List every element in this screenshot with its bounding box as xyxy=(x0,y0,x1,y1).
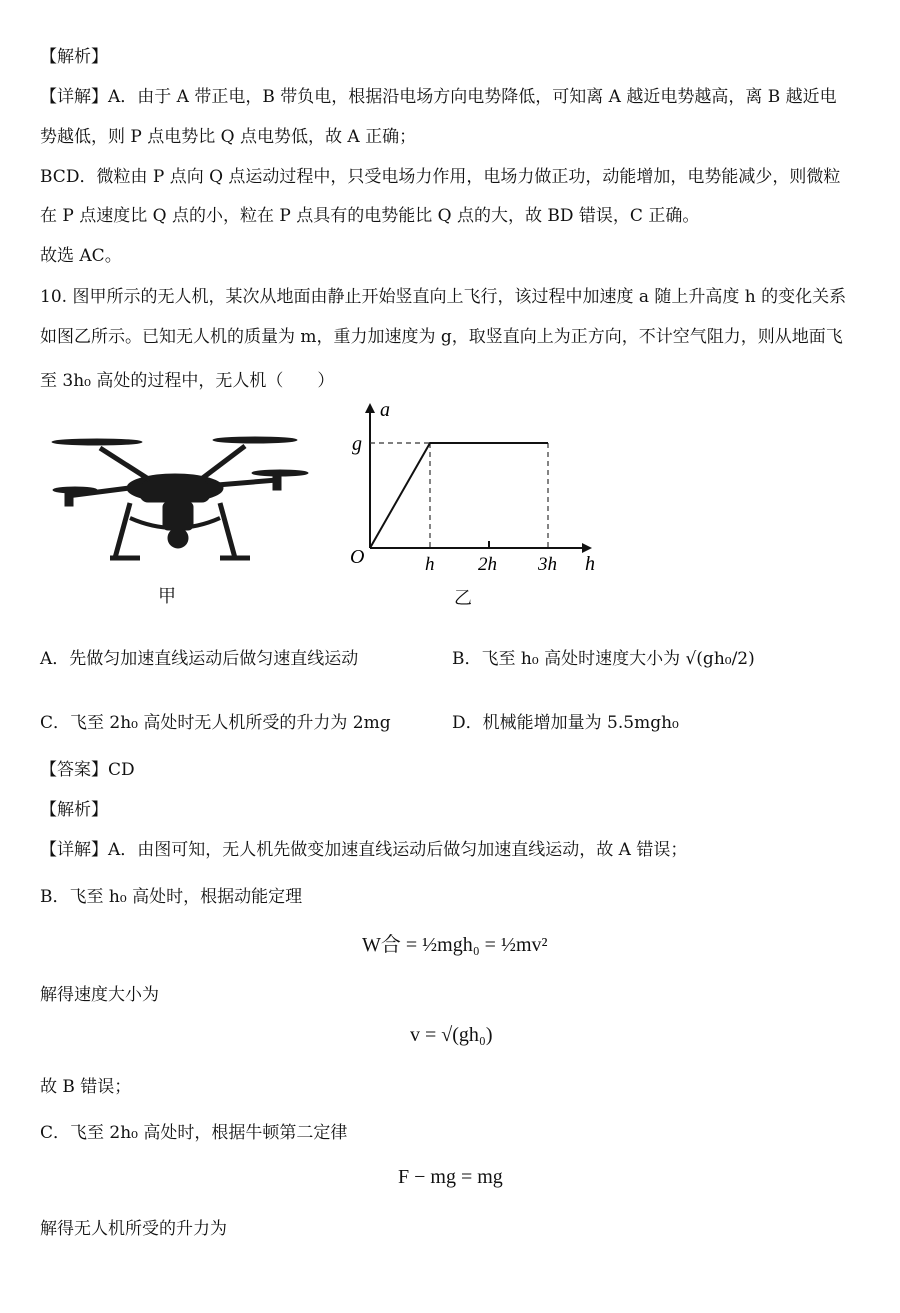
caption-yi: 乙 xyxy=(454,588,472,609)
detail-a: 【详解】A．由图可知，无人机先做变加速直线运动后做匀加速直线运动，故 A 错误； xyxy=(40,840,688,860)
detail-b: B．飞至 h₀ 高处时，根据动能定理 xyxy=(40,887,303,907)
detail-line-1: 【详解】A．由于 A 带正电，B 带负电，根据沿电场方向电势降低，可知离 A 越近电势越高，离 B 越近电 xyxy=(40,87,837,107)
option-d: D．机械能增加量为 5.5mgh₀ xyxy=(452,713,679,733)
a-h-graph xyxy=(340,398,610,578)
equation-speed: v = √(gh₀) xyxy=(410,1024,493,1046)
detail-line-3: BCD．微粒由 P 点向 Q 点运动过程中，只受电场力作用，电场力做正功，动能增加，电势能减少，则微粒 xyxy=(40,167,841,187)
question-10-line-1: 10. 图甲所示的无人机，某次从地面由静止开始竖直向上飞行，该过程中加速度 a 随上升高度 h 的变化关系 xyxy=(40,287,847,307)
question-10-line-3: 至 3h₀ 高处的过程中，无人机（ ） xyxy=(40,371,335,391)
graph-tick-3h: 3h xyxy=(538,554,557,575)
answer-line: 【答案】CD xyxy=(40,760,135,780)
graph-origin: O xyxy=(350,546,365,568)
option-b: B．飞至 h₀ 高处时速度大小为 √(gh₀/2) xyxy=(452,649,755,669)
equation-kinetic-energy: W合 = ½mgh₀ = ½mv² xyxy=(362,934,548,956)
graph-tick-g: g xyxy=(352,433,362,455)
equation-newton: F − mg = mg xyxy=(398,1166,503,1188)
analysis-header-2: 【解析】 xyxy=(40,800,108,820)
option-c: C．飞至 2h₀ 高处时无人机所受的升力为 2mg xyxy=(40,713,391,733)
graph-y-label: a xyxy=(380,399,390,421)
graph-x-label: h xyxy=(585,553,595,575)
graph-tick-2h: 2h xyxy=(478,554,497,575)
detail-conclusion: 故选 AC。 xyxy=(40,246,122,266)
caption-jia: 甲 xyxy=(158,586,176,607)
detail-c: C．飞至 2h₀ 高处时，根据牛顿第二定律 xyxy=(40,1123,348,1143)
option-a: A．先做匀加速直线运动后做匀速直线运动 xyxy=(40,649,359,669)
analysis-header: 【解析】 xyxy=(40,47,108,67)
detail-b-conclusion: 故 B 错误； xyxy=(40,1077,132,1097)
question-10-line-2: 如图乙所示。已知无人机的质量为 m，重力加速度为 g，取竖直向上为正方向，不计空气阻力，则从地面飞 xyxy=(40,327,843,347)
detail-line-2: 势越低，则 P 点电势比 Q 点电势低，故 A 正确； xyxy=(40,127,417,147)
solve-speed-text: 解得速度大小为 xyxy=(40,985,159,1005)
drone-image xyxy=(45,428,315,578)
detail-line-4: 在 P 点速度比 Q 点的小，粒在 P 点具有的电势能比 Q 点的大，故 BD 错误，C 正确。 xyxy=(40,206,700,226)
solve-lift-text: 解得无人机所受的升力为 xyxy=(40,1219,227,1239)
graph-tick-h: h xyxy=(425,554,435,575)
